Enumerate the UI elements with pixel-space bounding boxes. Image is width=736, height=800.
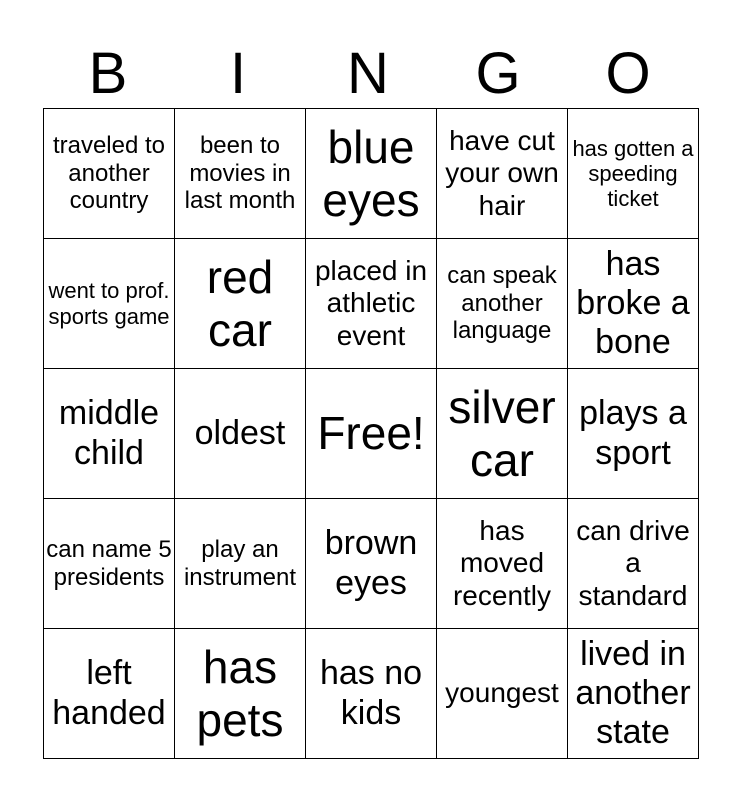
bingo-header — [43, 40, 693, 108]
bingo-cell: placed in athletic event — [306, 239, 437, 369]
bingo-cell: brown eyes — [306, 499, 437, 629]
header-letter-o: O — [605, 41, 651, 106]
bingo-cell: can drive a standard — [568, 499, 699, 629]
bingo-cell: blue eyes — [306, 109, 437, 239]
bingo-cell: can speak another language — [437, 239, 568, 369]
bingo-cell: silver car — [437, 369, 568, 499]
bingo-cell: youngest — [437, 629, 568, 759]
bingo-cell: play an instrument — [175, 499, 306, 629]
free-space-cell: Free! — [306, 369, 437, 499]
bingo-cell: middle child — [44, 369, 175, 499]
bingo-cell: has no kids — [306, 629, 437, 759]
grid-row — [44, 629, 699, 759]
bingo-cell: plays a sport — [568, 369, 699, 499]
header-letter-i: I — [229, 41, 247, 106]
grid-row — [44, 499, 699, 629]
header-letter-g: G — [475, 41, 521, 106]
bingo-cell: has moved recently — [437, 499, 568, 629]
bingo-cell: been to movies in last month — [175, 109, 306, 239]
bingo-cell: have cut your own hair — [437, 109, 568, 239]
bingo-cell: has gotten a speeding ticket — [568, 109, 699, 239]
bingo-cell: has pets — [175, 629, 306, 759]
grid-row — [44, 109, 699, 239]
bingo-cell: can name 5 presidents — [44, 499, 175, 629]
bingo-cell: red car — [175, 239, 306, 369]
bingo-cell: went to prof. sports game — [44, 239, 175, 369]
bingo-grid — [43, 108, 699, 759]
header-letter-n: N — [347, 41, 389, 106]
grid-row — [44, 369, 699, 499]
bingo-cell: left handed — [44, 629, 175, 759]
header-letter-b: B — [88, 41, 128, 106]
bingo-cell: traveled to another country — [44, 109, 175, 239]
bingo-cell: oldest — [175, 369, 306, 499]
bingo-cell: lived in another state — [568, 629, 699, 759]
grid-row — [44, 239, 699, 369]
bingo-cell: has broke a bone — [568, 239, 699, 369]
